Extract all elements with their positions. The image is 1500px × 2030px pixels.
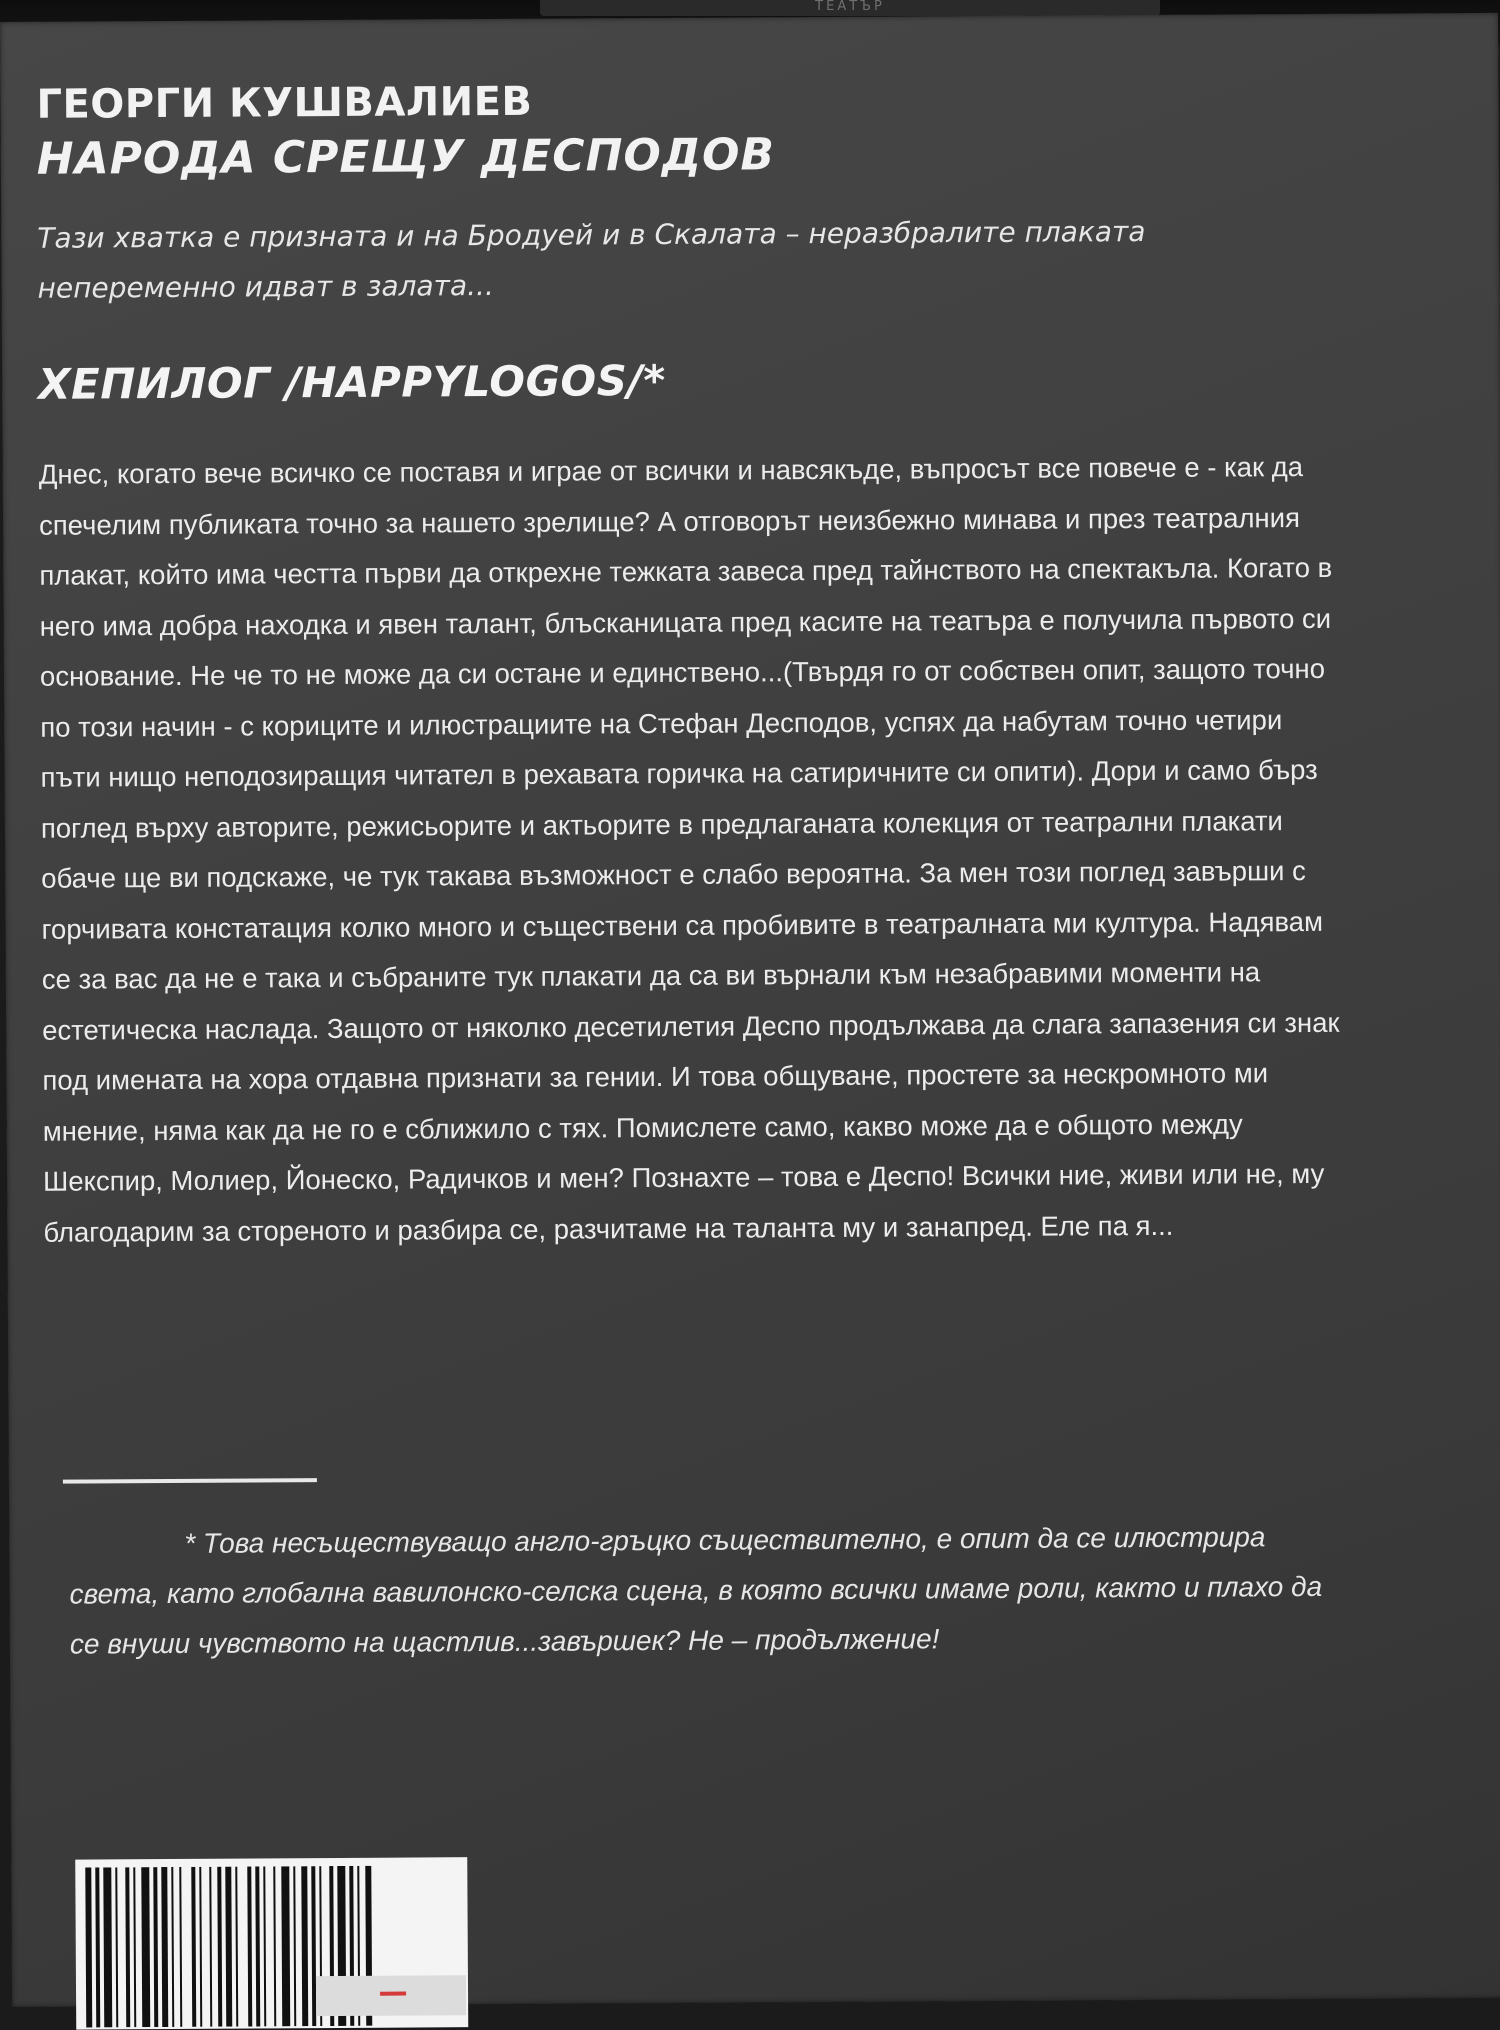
footnote-divider: [63, 1478, 317, 1484]
barcode-bar: [191, 1867, 196, 2027]
barcode-bar: [171, 1867, 174, 2027]
footnote-text: * Това несъществуващо англо-гръцко съществително, е опит да се илюстрира света, като глобална вавилонско-селска сцена, в която всички имаме роли, както и плахо да се внуши чувството на щастлив...завършек? Не – продължение!: [69, 1521, 1323, 1660]
barcode-bar: [153, 1867, 158, 2027]
barcode-bar: [199, 1867, 202, 2027]
barcode-bar: [217, 1867, 222, 2027]
barcode-bar: [293, 1866, 296, 2026]
barcode-bar: [301, 1866, 308, 2026]
barcode-bar: [161, 1867, 168, 2027]
barcode-bar: [95, 1867, 100, 2027]
barcode-bar: [247, 1866, 252, 2026]
section-heading: ХЕПИЛОГ /HAPPYLOGOS/*: [38, 355, 666, 409]
barcode-bar: [263, 1866, 266, 2026]
barcode-bar: [179, 1867, 182, 2027]
body-text: Днес, когато вече всичко се поставя и играе от всички и навсякъде, въпросът все повече е - как да спечелим публиката точно за нашето зрелище? А отговорът неизбежно минава и през театралния плакат, който има честта първи да открехне тежката завеса пред тайнството на спектакъла. Когато в него има добра находка и явен талант, блъсканицата пред касите на театъра е получила първото си основание. Не че то не може да си остане и единствено...(Твърдя го от собствен опит, защото точно по този начин - с кориците и илюстрациите на Стефан Десподов, успях да набутам точно четири пъти нищо неподозиращия читател в рехавата горичка на сатиричните си опити). Дори и само бърз поглед върху авторите, режисьорите и актьорите в предлаганата колекция от театрални плакати обаче ще ви подскаже, че тук такава възможност е слабо вероятна. За мен този поглед завърши с горчивата констатация колко много и съществени са пробивите в театралната ми култура. Надявам се за вас да не е така и събраните тук плакати да са ви върнали към незабравими моменти на естетическа наслада. Защото от няколко десетилетия Деспо продължава да слага запазения си знак под имената на хора отдавна признати за гении. И това общуване, простете за нескромното ми мнение, няма как да не го е сближило с тях. Помислете само, какво може да е общото между Шекспир, Молиер, Йонеско, Радичков и мен? Познахте – това е Деспо! Всички ние, живи или не, му благодарим за стореното и разбира се, разчитаме на таланта му и занапред. Еле па я...: [38, 451, 1340, 1248]
epigraph-quote: Тази хватка е призната и на Бродуей и в Скалата – неразбралите плаката непеременно идват в залата...: [37, 215, 1146, 305]
barcode-bar: [225, 1867, 232, 2027]
barcode-bar: [115, 1867, 118, 2027]
author-name: ГЕОРГИ КУШВАЛИЕВ: [36, 78, 533, 128]
barcode-bar: [125, 1867, 130, 2027]
barcode-bar: [281, 1866, 290, 2026]
book-title: НАРОДА СРЕЩУ ДЕСПОДОВ: [36, 129, 776, 185]
adjacent-book-spine: ТЕАТЪР: [540, 0, 1160, 16]
barcode-bar: [209, 1867, 212, 2027]
barcode-bar: [85, 1867, 92, 2027]
price-sticker: [316, 1975, 466, 2016]
barcode-bar: [273, 1866, 276, 2026]
barcode-bar: [133, 1867, 136, 2027]
barcode-bar: [255, 1866, 260, 2026]
barcode-label: [75, 1857, 468, 2029]
barcode-bar: [141, 1867, 150, 2027]
book-back-cover: [0, 13, 1500, 2007]
barcode-bar: [103, 1867, 112, 2027]
barcode-bar: [235, 1867, 238, 2027]
